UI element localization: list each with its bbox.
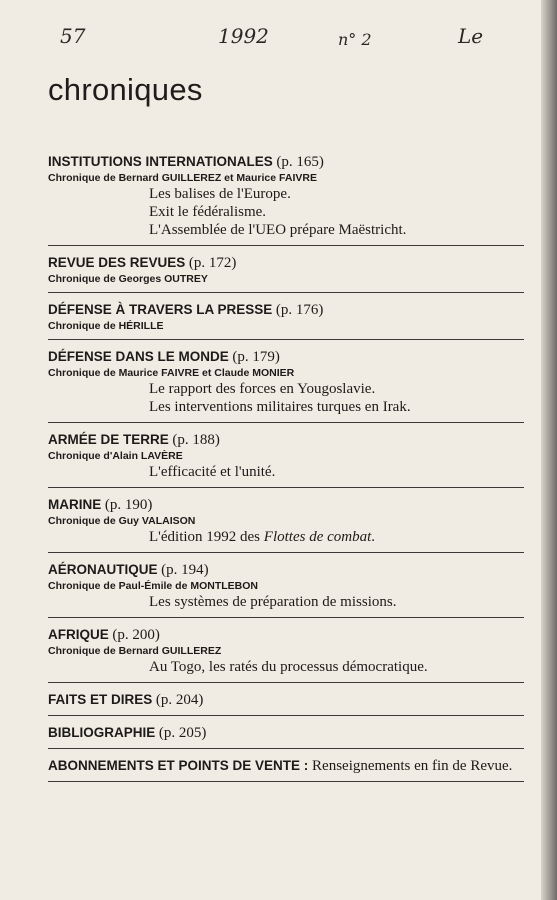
toc-entry bbox=[48, 246, 524, 293]
article-title-text: Le rapport des forces en Yougoslavie. bbox=[149, 381, 376, 397]
page-title: chroniques bbox=[48, 72, 203, 107]
publication-title: Flottes de combat bbox=[263, 529, 372, 545]
toc-entry bbox=[48, 716, 524, 749]
author-line: Chronique de Bernard GUILLEREZ et Maurice FAIVRE bbox=[48, 172, 317, 184]
page-reference: (p. 188) bbox=[172, 432, 220, 448]
handwritten-note-right: Le bbox=[458, 24, 484, 48]
show-through-print bbox=[410, 10, 419, 44]
article-title-text: L'Assemblée de l'UEO prépare Maëstricht. bbox=[149, 222, 407, 238]
author-line: Chronique de Bernard GUILLEREZ bbox=[48, 645, 222, 657]
handwritten-note-year: 1992 bbox=[218, 24, 269, 48]
toc-entry bbox=[48, 340, 524, 423]
article-title bbox=[149, 593, 524, 611]
article-title-text: Les systèmes de préparation de missions. bbox=[149, 594, 397, 610]
entry-heading bbox=[48, 153, 524, 171]
toc-entry bbox=[48, 488, 524, 553]
section-title: DÉFENSE À TRAVERS LA PRESSE bbox=[48, 302, 273, 317]
toc-entry bbox=[48, 618, 524, 683]
entry-heading bbox=[48, 348, 524, 366]
facing-page-edge bbox=[541, 0, 557, 900]
page-reference: (p. 200) bbox=[112, 627, 160, 643]
toc-entry bbox=[48, 293, 524, 340]
subscription-text: Renseignements en fin de Revue. bbox=[312, 758, 513, 774]
section-title: INSTITUTIONS INTERNATIONALES bbox=[48, 154, 273, 169]
section-title: DÉFENSE DANS LE MONDE bbox=[48, 349, 229, 364]
handwritten-note-left: 57 bbox=[60, 24, 86, 48]
toc-entry bbox=[48, 553, 524, 618]
entry-heading bbox=[48, 724, 524, 742]
author-line: Chronique de HÉRILLE bbox=[48, 320, 164, 332]
page-reference: (p. 176) bbox=[275, 302, 324, 318]
entry-heading bbox=[48, 254, 524, 272]
article-title bbox=[149, 528, 524, 546]
article-title bbox=[149, 221, 524, 239]
handwritten-note-number: n° 2 bbox=[338, 30, 372, 49]
article-title-text: L'édition 1992 des bbox=[149, 529, 261, 545]
section-title: FAITS ET DIRES bbox=[48, 692, 153, 707]
toc-entry bbox=[48, 683, 524, 716]
author-line: Chronique de Georges OUTREY bbox=[48, 273, 208, 285]
article-title bbox=[149, 463, 524, 481]
section-title: AFRIQUE bbox=[48, 627, 109, 642]
page-reference: (p. 204) bbox=[155, 692, 204, 708]
author-line: Chronique de Maurice FAIVRE et Claude MONIER bbox=[48, 367, 295, 379]
section-title: BIBLIOGRAPHIE bbox=[48, 725, 156, 740]
page-reference: (p. 205) bbox=[158, 725, 207, 741]
section-title: REVUE DES REVUES bbox=[48, 255, 186, 270]
author-line: Chronique de Guy VALAISON bbox=[48, 515, 196, 527]
section-title: ABONNEMENTS ET POINTS DE VENTE : bbox=[48, 758, 309, 773]
entry-heading bbox=[48, 691, 524, 709]
entry-heading bbox=[48, 561, 524, 579]
author-line: Chronique d'Alain LAVÈRE bbox=[48, 450, 183, 462]
entry-heading bbox=[48, 626, 524, 644]
article-title-end: . bbox=[371, 529, 376, 545]
page-reference: (p. 194) bbox=[161, 562, 209, 578]
article-title bbox=[149, 203, 524, 221]
page-reference: (p. 165) bbox=[276, 154, 324, 170]
toc-entry-subscription bbox=[48, 749, 524, 782]
entry-heading bbox=[48, 496, 524, 514]
page-reference: (p. 179) bbox=[232, 349, 280, 365]
entry-heading bbox=[48, 301, 524, 319]
section-title: ARMÉE DE TERRE bbox=[48, 432, 169, 447]
article-title bbox=[149, 185, 524, 203]
article-title-text: Les interventions militaires turques en Irak. bbox=[149, 399, 411, 415]
toc-entry bbox=[48, 150, 524, 246]
article-title-text: L'efficacité et l'unité. bbox=[149, 464, 276, 480]
page-reference: (p. 190) bbox=[104, 497, 153, 513]
entry-heading bbox=[48, 431, 524, 449]
article-title bbox=[149, 658, 524, 676]
section-title: AÉRONAUTIQUE bbox=[48, 562, 158, 577]
page-reference: (p. 172) bbox=[188, 255, 237, 271]
article-title-text: Au Togo, les ratés du processus démocratique. bbox=[149, 659, 428, 675]
table-of-contents bbox=[48, 150, 524, 782]
author-line: Chronique de Paul-Émile de MONTLEBON bbox=[48, 580, 259, 592]
article-title-text: Les balises de l'Europe. bbox=[149, 186, 291, 202]
section-title: MARINE bbox=[48, 497, 102, 512]
toc-entry bbox=[48, 423, 524, 488]
article-title bbox=[149, 398, 524, 416]
article-title bbox=[149, 380, 524, 398]
article-title-text: Exit le fédéralisme. bbox=[149, 204, 267, 220]
